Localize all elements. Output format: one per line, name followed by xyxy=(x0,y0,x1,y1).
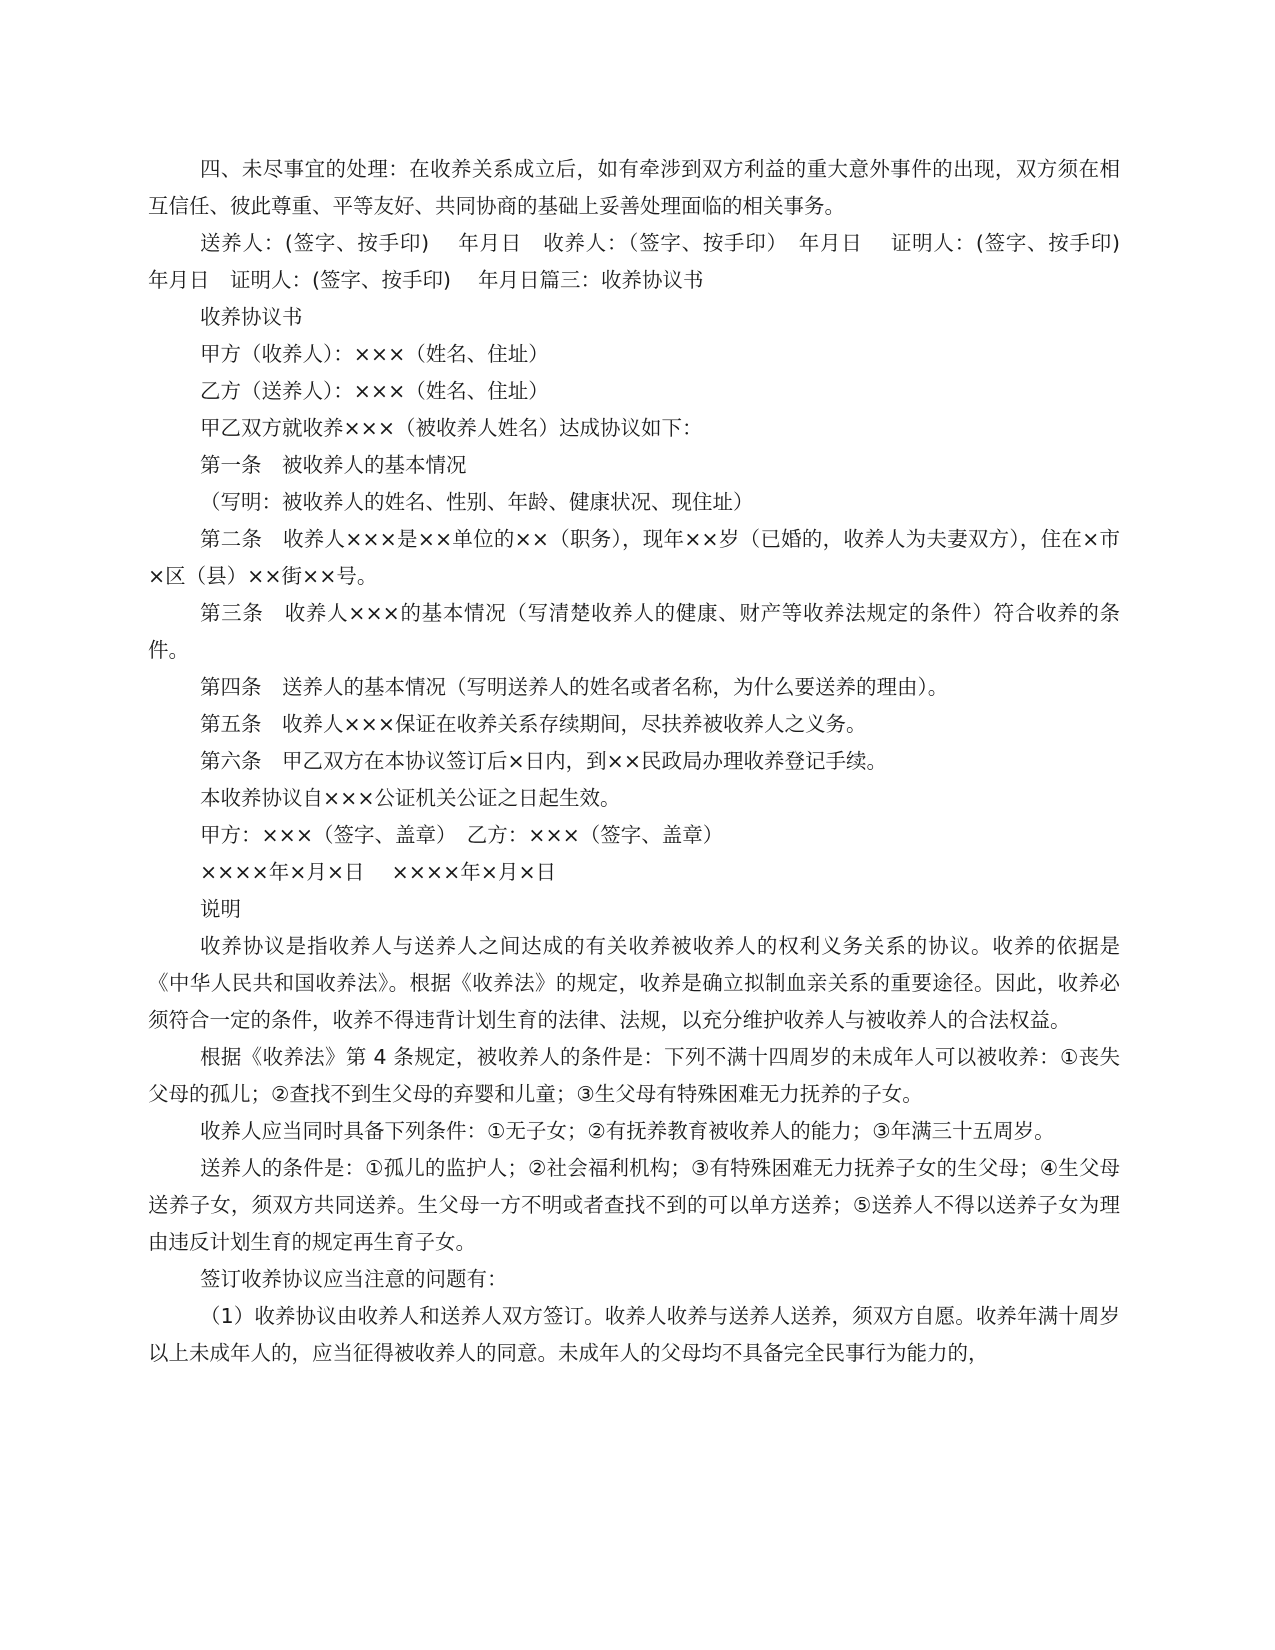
paragraph-adoptee-conditions: 根据《收养法》第 4 条规定，被收养人的条件是：下列不满十四周岁的未成年人可以被收养：①丧失父母的孤儿；②查找不到生父母的弃婴和儿童；③生父母有特殊困难无力抚养的子女。 xyxy=(148,1045,1120,1106)
paragraph-agreement-intro: 甲乙双方就收养×××（被收养人姓名）达成协议如下： xyxy=(200,416,703,440)
paragraph-article-1-note: （写明：被收养人的姓名、性别、年龄、健康状况、现住址） xyxy=(200,490,754,514)
paragraph-article-5: 第五条 收养人×××保证在收养关系存续期间，尽扶养被收养人之义务。 xyxy=(200,712,867,736)
paragraph-party-signatures: 甲方：×××（签字、盖章） 乙方：×××（签字、盖章） xyxy=(200,823,724,847)
paragraph-article-1: 第一条 被收养人的基本情况 xyxy=(200,453,467,477)
paragraph-adopter-conditions: 收养人应当同时具备下列条件：①无子女；②有抚养教育被收养人的能力；③年满三十五周岁。 xyxy=(200,1119,1055,1143)
paragraph-explanation-heading: 说明 xyxy=(200,897,241,921)
paragraph-placer-conditions: 送养人的条件是：①孤儿的监护人；②社会福利机构；③有特殊困难无力抚养子女的生父母；④生父母送养子女，须双方共同送养。生父母一方不明或者查找不到的可以单方送养；⑤送养人不得以送养子女为理由违反计划生育的规定再生育子女。 xyxy=(148,1156,1120,1254)
document-body xyxy=(148,151,1148,1372)
paragraph-article-4: 第四条 送养人的基本情况（写明送养人的姓名或者名称，为什么要送养的理由）。 xyxy=(200,675,949,699)
paragraph-article-3: 第三条 收养人×××的基本情况（写清楚收养人的健康、财产等收养法规定的条件）符合收养的条件。 xyxy=(148,601,1120,662)
paragraph-notes-heading: 签订收养协议应当注意的问题有： xyxy=(200,1267,508,1291)
paragraph-dates: ××××年×月×日 ××××年×月×日 xyxy=(200,860,557,884)
paragraph-party-a: 甲方（收养人）：×××（姓名、住址） xyxy=(200,342,549,366)
paragraph-article-2: 第二条 收养人×××是××单位的××（职务），现年××岁（已婚的，收养人为夫妻双方），住在×市×区（县）××街××号。 xyxy=(148,527,1120,588)
paragraph-article-6: 第六条 甲乙双方在本协议签订后×日内，到××民政局办理收养登记手续。 xyxy=(200,749,888,773)
paragraph-party-b: 乙方（送养人）：×××（姓名、住址） xyxy=(200,379,549,403)
paragraph-explanation: 收养协议是指收养人与送养人之间达成的有关收养被收养人的权利义务关系的协议。收养的依据是《中华人民共和国收养法》。根据《收养法》的规定，收养是确立拟制血亲关系的重要途径。因此，收养必须符合一定的条件，收养不得违背计划生育的法律、法规，以充分维护收养人与被收养人的合法权益。 xyxy=(148,934,1120,1032)
paragraph-agreement-title: 收养协议书 xyxy=(200,305,303,329)
paragraph-note-1: （1）收养协议由收养人和送养人双方签订。收养人收养与送养人送养，须双方自愿。收养年满十周岁以上未成年人的，应当征得被收养人的同意。未成年人的父母均不具备完全民事行为能力的， xyxy=(148,1304,1120,1365)
paragraph-unfinished-matters: 四、未尽事宜的处理：在收养关系成立后，如有牵涉到双方利益的重大意外事件的出现，双方须在相互信任、彼此尊重、平等友好、共同协商的基础上妥善处理面临的相关事务。 xyxy=(148,157,1120,218)
paragraph-effective: 本收养协议自×××公证机关公证之日起生效。 xyxy=(200,786,621,810)
paragraph-signatures: 送养人：(签字、按手印) 年月日 收养人：（签字、按手印） 年月日 证明人：(签字、按手印) 年月日 证明人：(签字、按手印) 年月日篇三：收养协议书 xyxy=(148,231,1148,292)
